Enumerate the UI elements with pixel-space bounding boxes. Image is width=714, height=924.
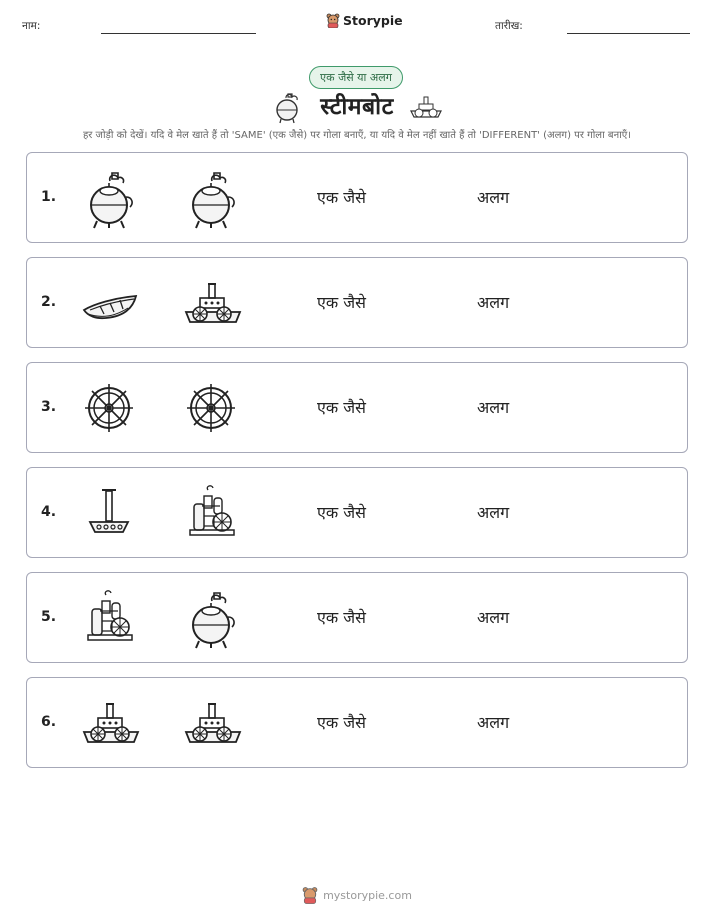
brand-logo xyxy=(326,13,403,28)
question-row-6 xyxy=(26,677,688,768)
name-label: नाम: xyxy=(22,20,41,32)
instructions: हर जोड़ी को देखें। यदि वे मेल खाते हैं तो 'SAME' (एक जैसे) पर गोला बनाएँ, या यदि वे मेल नहीं खाते हैं तो 'DIFFERENT' (अलग) पर गोला बनाएँ। xyxy=(82,130,632,141)
question-row-4 xyxy=(26,467,688,558)
option-same[interactable]: एक जैसे xyxy=(317,188,366,207)
bear-mascot-icon xyxy=(326,13,340,28)
question-number: 4. xyxy=(41,504,57,520)
option-different[interactable]: अलग xyxy=(477,293,510,312)
question-number: 6. xyxy=(41,714,57,730)
option-different[interactable]: अलग xyxy=(477,713,510,732)
option-same[interactable]: एक जैसे xyxy=(317,293,366,312)
rowboat-icon xyxy=(82,272,140,334)
ship-wheel-icon xyxy=(184,377,242,439)
name-line[interactable] xyxy=(101,33,256,34)
option-different[interactable]: अलग xyxy=(477,398,510,417)
footer-url[interactable]: mystorypie.com xyxy=(323,888,412,902)
option-same[interactable]: एक जैसे xyxy=(317,608,366,627)
question-row-1 xyxy=(26,152,688,243)
paddle-steamer-icon xyxy=(409,96,443,120)
date-line[interactable] xyxy=(567,33,690,34)
boiler-tank-icon xyxy=(184,587,242,649)
question-number: 1. xyxy=(41,189,57,205)
boiler-tank-icon xyxy=(82,167,140,229)
question-row-3 xyxy=(26,362,688,453)
question-number: 3. xyxy=(41,399,57,415)
question-number: 2. xyxy=(41,294,57,310)
option-different[interactable]: अलग xyxy=(477,608,510,627)
steam-engine-icon xyxy=(82,587,140,649)
question-row-2 xyxy=(26,257,688,348)
boiler-tank-icon xyxy=(184,167,242,229)
category-badge: एक जैसे या अलग xyxy=(309,66,403,89)
option-same[interactable]: एक जैसे xyxy=(317,398,366,417)
paddle-steamer-icon xyxy=(184,692,242,754)
option-same[interactable]: एक जैसे xyxy=(317,503,366,522)
question-number: 5. xyxy=(41,609,57,625)
page-title: स्टीमबोट xyxy=(320,94,394,120)
ship-wheel-icon xyxy=(82,377,140,439)
option-different[interactable]: अलग xyxy=(477,503,510,522)
steam-engine-icon xyxy=(184,482,242,544)
bear-mascot-icon xyxy=(302,886,318,904)
option-same[interactable]: एक जैसे xyxy=(317,713,366,732)
paddle-steamer-icon xyxy=(184,272,242,334)
date-label: तारीख: xyxy=(495,20,523,32)
smokestack-boat-icon xyxy=(82,482,140,544)
footer xyxy=(0,886,714,904)
question-row-5 xyxy=(26,572,688,663)
paddle-steamer-icon xyxy=(82,692,140,754)
brand-name: Storypie xyxy=(343,13,403,28)
option-different[interactable]: अलग xyxy=(477,188,510,207)
